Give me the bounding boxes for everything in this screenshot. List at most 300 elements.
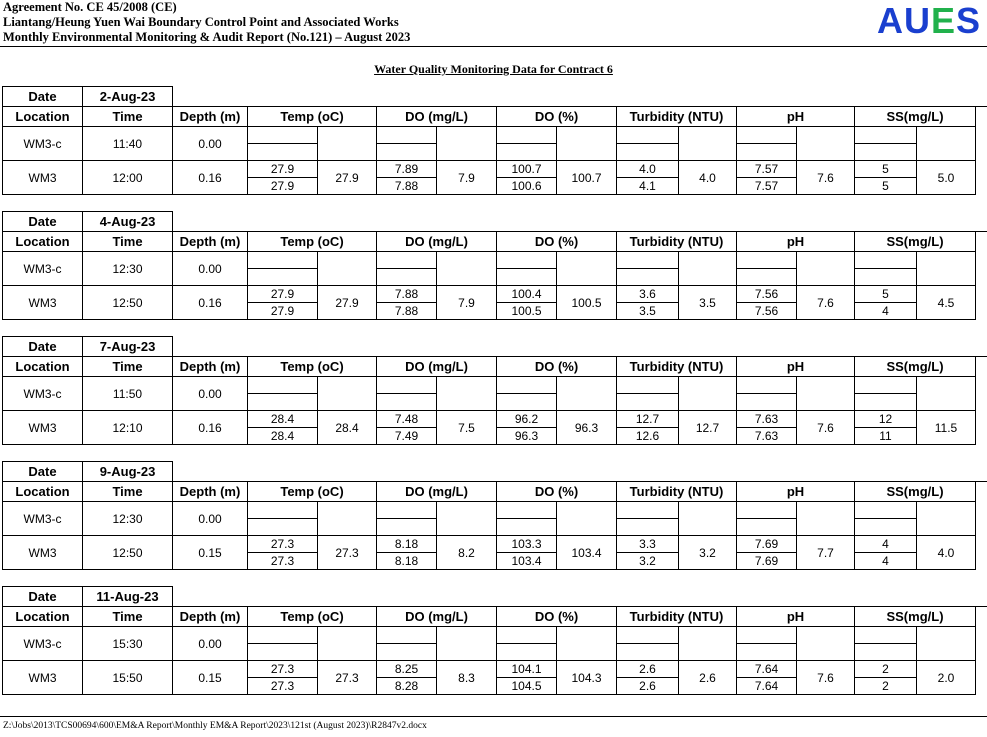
turb-ctrl-empty bbox=[617, 127, 679, 161]
col-ph: pH bbox=[737, 357, 855, 377]
col-temp: Temp (oC) bbox=[248, 482, 377, 502]
do_mgl-ctrl-empty bbox=[377, 252, 437, 286]
do_pct-average: 100.5 bbox=[557, 286, 617, 320]
col-ss: SS(mg/L) bbox=[855, 357, 976, 377]
temp-replicates bbox=[248, 536, 318, 570]
col-turbidity: Turbidity (NTU) bbox=[617, 357, 737, 377]
turb-replicates bbox=[617, 286, 679, 320]
ph-ctrl-avg-empty bbox=[797, 502, 855, 536]
do_mgl-average: 8.3 bbox=[437, 661, 497, 695]
header-row bbox=[3, 107, 987, 127]
do_mgl-replicates bbox=[377, 161, 437, 195]
table-row bbox=[3, 661, 987, 695]
turb-rep1: 3.3 bbox=[617, 536, 678, 553]
ss-ctrl-avg-empty bbox=[917, 627, 976, 661]
date-value: 2-Aug-23 bbox=[83, 87, 173, 107]
turb-replicates bbox=[617, 661, 679, 695]
date-row bbox=[3, 587, 987, 607]
do_mgl-ctrl-avg-empty bbox=[437, 377, 497, 411]
do_pct-replicates bbox=[497, 286, 557, 320]
date-value: 4-Aug-23 bbox=[83, 212, 173, 232]
do_pct-rep2: 96.3 bbox=[514, 429, 539, 443]
location-cell: WM3-c bbox=[3, 502, 83, 536]
col-temp: Temp (oC) bbox=[248, 232, 377, 252]
do_mgl-rep2: 8.28 bbox=[394, 679, 419, 693]
date-row bbox=[3, 462, 987, 482]
ss-ctrl-avg-empty bbox=[917, 377, 976, 411]
date-row bbox=[3, 337, 987, 357]
do_mgl-ctrl-empty bbox=[377, 502, 437, 536]
do_mgl-average: 7.5 bbox=[437, 411, 497, 445]
ss-rep1: 12 bbox=[855, 411, 916, 428]
do_pct-rep2: 103.4 bbox=[511, 554, 542, 568]
col-temp: Temp (oC) bbox=[248, 357, 377, 377]
depth-cell: 0.16 bbox=[173, 411, 248, 445]
col-depth: Depth (m) bbox=[173, 107, 248, 127]
ph-ctrl-avg-empty bbox=[797, 377, 855, 411]
time-cell: 11:50 bbox=[83, 377, 173, 411]
depth-cell: 0.16 bbox=[173, 161, 248, 195]
do_pct-average: 103.4 bbox=[557, 536, 617, 570]
ss-rep2: 4 bbox=[882, 304, 889, 318]
ph-ctrl-avg-empty bbox=[797, 127, 855, 161]
ss-replicates bbox=[855, 661, 917, 695]
temp-rep1: 28.4 bbox=[248, 411, 317, 428]
table-row bbox=[3, 627, 987, 661]
turb-ctrl-avg-empty bbox=[679, 627, 737, 661]
ss-average: 5.0 bbox=[917, 161, 976, 195]
col-location: Location bbox=[3, 482, 83, 502]
depth-cell: 0.00 bbox=[173, 377, 248, 411]
col-turbidity: Turbidity (NTU) bbox=[617, 232, 737, 252]
ss-average: 4.0 bbox=[917, 536, 976, 570]
col-temp: Temp (oC) bbox=[248, 107, 377, 127]
turb-ctrl-avg-empty bbox=[679, 252, 737, 286]
turb-average: 3.5 bbox=[679, 286, 737, 320]
ph-rep2: 7.69 bbox=[754, 554, 779, 568]
location-cell: WM3 bbox=[3, 536, 83, 570]
temp-replicates bbox=[248, 161, 318, 195]
ph-rep2: 7.56 bbox=[754, 304, 779, 318]
col-location: Location bbox=[3, 607, 83, 627]
turb-ctrl-empty bbox=[617, 252, 679, 286]
temp-rep2: 27.3 bbox=[270, 554, 295, 568]
turb-ctrl-avg-empty bbox=[679, 127, 737, 161]
col-do-pct: DO (%) bbox=[497, 232, 617, 252]
project-line: Liantang/Heung Yuen Wai Boundary Control Point and Associated Works bbox=[3, 15, 399, 29]
col-location: Location bbox=[3, 232, 83, 252]
date-value: 11-Aug-23 bbox=[83, 587, 173, 607]
col-depth: Depth (m) bbox=[173, 607, 248, 627]
do_pct-ctrl-empty bbox=[497, 377, 557, 411]
do_pct-replicates bbox=[497, 411, 557, 445]
date-label: Date bbox=[3, 587, 83, 607]
turb-rep1: 12.7 bbox=[617, 411, 678, 428]
monitoring-table bbox=[2, 211, 987, 320]
monitoring-table bbox=[2, 86, 987, 195]
ph-replicates bbox=[737, 536, 797, 570]
col-ss: SS(mg/L) bbox=[855, 232, 976, 252]
monitoring-block bbox=[2, 586, 984, 695]
temp-ctrl-avg-empty bbox=[318, 252, 377, 286]
location-cell: WM3-c bbox=[3, 127, 83, 161]
ss-rep2: 11 bbox=[879, 429, 892, 443]
date-label: Date bbox=[3, 87, 83, 107]
ph-ctrl-avg-empty bbox=[797, 627, 855, 661]
do_mgl-ctrl-empty bbox=[377, 127, 437, 161]
do_pct-rep1: 100.4 bbox=[497, 286, 556, 303]
report-line: Monthly Environmental Monitoring & Audit Report (No.121) – August 2023 bbox=[3, 30, 411, 44]
do_pct-ctrl-avg-empty bbox=[557, 377, 617, 411]
do_mgl-average: 7.9 bbox=[437, 161, 497, 195]
ss-replicates bbox=[855, 536, 917, 570]
time-cell: 11:40 bbox=[83, 127, 173, 161]
temp-ctrl-empty bbox=[248, 377, 318, 411]
do_pct-average: 104.3 bbox=[557, 661, 617, 695]
table-row bbox=[3, 411, 987, 445]
agreement-line: Agreement No. CE 45/2008 (CE) bbox=[3, 0, 177, 14]
turb-rep1: 3.6 bbox=[617, 286, 678, 303]
do_pct-ctrl-avg-empty bbox=[557, 127, 617, 161]
ph-rep1: 7.57 bbox=[737, 161, 796, 178]
turb-ctrl-empty bbox=[617, 627, 679, 661]
turb-average: 4.0 bbox=[679, 161, 737, 195]
do_mgl-rep2: 7.88 bbox=[394, 179, 419, 193]
ph-rep2: 7.63 bbox=[754, 429, 779, 443]
ss-ctrl-empty bbox=[855, 377, 917, 411]
ss-replicates bbox=[855, 161, 917, 195]
depth-cell: 0.00 bbox=[173, 502, 248, 536]
ph-rep1: 7.63 bbox=[737, 411, 796, 428]
temp-average: 27.3 bbox=[318, 661, 377, 695]
ss-rep1: 4 bbox=[855, 536, 916, 553]
col-location: Location bbox=[3, 107, 83, 127]
do_pct-ctrl-avg-empty bbox=[557, 627, 617, 661]
monitoring-table bbox=[2, 461, 987, 570]
ss-average: 4.5 bbox=[917, 286, 976, 320]
do_mgl-replicates bbox=[377, 286, 437, 320]
location-cell: WM3 bbox=[3, 411, 83, 445]
do_pct-ctrl-empty bbox=[497, 627, 557, 661]
col-do-pct: DO (%) bbox=[497, 482, 617, 502]
time-cell: 12:30 bbox=[83, 502, 173, 536]
col-do-mgl: DO (mg/L) bbox=[377, 232, 497, 252]
ph-ctrl-avg-empty bbox=[797, 252, 855, 286]
location-cell: WM3 bbox=[3, 161, 83, 195]
ph-ctrl-empty bbox=[737, 252, 797, 286]
temp-ctrl-avg-empty bbox=[318, 627, 377, 661]
turb-replicates bbox=[617, 161, 679, 195]
depth-cell: 0.00 bbox=[173, 252, 248, 286]
do_mgl-rep1: 7.88 bbox=[377, 286, 436, 303]
ss-ctrl-empty bbox=[855, 252, 917, 286]
ss-rep2: 2 bbox=[882, 679, 889, 693]
do_mgl-replicates bbox=[377, 536, 437, 570]
col-do-mgl: DO (mg/L) bbox=[377, 607, 497, 627]
col-temp: Temp (oC) bbox=[248, 607, 377, 627]
temp-average: 27.9 bbox=[318, 286, 377, 320]
do_pct-rep1: 104.1 bbox=[497, 661, 556, 678]
turb-rep2: 4.1 bbox=[639, 179, 656, 193]
do_pct-ctrl-avg-empty bbox=[557, 502, 617, 536]
ss-ctrl-avg-empty bbox=[917, 502, 976, 536]
ss-rep1: 5 bbox=[855, 161, 916, 178]
ss-rep1: 2 bbox=[855, 661, 916, 678]
date-value: 7-Aug-23 bbox=[83, 337, 173, 357]
header-row bbox=[3, 482, 987, 502]
ph-replicates bbox=[737, 161, 797, 195]
col-ss: SS(mg/L) bbox=[855, 607, 976, 627]
col-time: Time bbox=[83, 107, 173, 127]
turb-replicates bbox=[617, 411, 679, 445]
ss-rep2: 5 bbox=[882, 179, 889, 193]
do_mgl-rep2: 7.49 bbox=[394, 429, 419, 443]
do_mgl-replicates bbox=[377, 661, 437, 695]
temp-ctrl-empty bbox=[248, 127, 318, 161]
ph-ctrl-empty bbox=[737, 627, 797, 661]
ph-replicates bbox=[737, 661, 797, 695]
turb-rep2: 12.6 bbox=[635, 429, 660, 443]
ss-replicates bbox=[855, 411, 917, 445]
turb-average: 2.6 bbox=[679, 661, 737, 695]
ph-ctrl-empty bbox=[737, 377, 797, 411]
depth-cell: 0.00 bbox=[173, 627, 248, 661]
do_pct-rep2: 104.5 bbox=[511, 679, 542, 693]
page-title: Water Quality Monitoring Data for Contract 6 bbox=[374, 62, 613, 76]
ph-rep1: 7.69 bbox=[737, 536, 796, 553]
do_pct-rep1: 96.2 bbox=[497, 411, 556, 428]
depth-cell: 0.15 bbox=[173, 536, 248, 570]
time-cell: 15:30 bbox=[83, 627, 173, 661]
ph-rep2: 7.64 bbox=[754, 679, 779, 693]
temp-replicates bbox=[248, 661, 318, 695]
col-depth: Depth (m) bbox=[173, 232, 248, 252]
ss-ctrl-empty bbox=[855, 127, 917, 161]
temp-rep2: 28.4 bbox=[270, 429, 295, 443]
table-row bbox=[3, 161, 987, 195]
ph-replicates bbox=[737, 411, 797, 445]
ph-average: 7.6 bbox=[797, 661, 855, 695]
col-turbidity: Turbidity (NTU) bbox=[617, 107, 737, 127]
temp-replicates bbox=[248, 286, 318, 320]
col-time: Time bbox=[83, 482, 173, 502]
col-do-mgl: DO (mg/L) bbox=[377, 482, 497, 502]
do_pct-rep2: 100.6 bbox=[511, 179, 542, 193]
time-cell: 12:30 bbox=[83, 252, 173, 286]
depth-cell: 0.16 bbox=[173, 286, 248, 320]
table-row bbox=[3, 286, 987, 320]
do_mgl-ctrl-avg-empty bbox=[437, 502, 497, 536]
temp-replicates bbox=[248, 411, 318, 445]
location-cell: WM3-c bbox=[3, 377, 83, 411]
depth-cell: 0.15 bbox=[173, 661, 248, 695]
do_pct-ctrl-avg-empty bbox=[557, 252, 617, 286]
col-depth: Depth (m) bbox=[173, 357, 248, 377]
table-row bbox=[3, 502, 987, 536]
do_pct-ctrl-empty bbox=[497, 127, 557, 161]
temp-rep1: 27.3 bbox=[248, 661, 317, 678]
do_mgl-ctrl-avg-empty bbox=[437, 627, 497, 661]
monitoring-table bbox=[2, 336, 987, 445]
turb-ctrl-empty bbox=[617, 377, 679, 411]
turb-replicates bbox=[617, 536, 679, 570]
do_pct-rep2: 100.5 bbox=[511, 304, 542, 318]
ph-average: 7.7 bbox=[797, 536, 855, 570]
date-row bbox=[3, 87, 987, 107]
do_mgl-rep2: 8.18 bbox=[394, 554, 419, 568]
ss-rep2: 4 bbox=[882, 554, 889, 568]
do_pct-replicates bbox=[497, 661, 557, 695]
temp-ctrl-avg-empty bbox=[318, 127, 377, 161]
do_mgl-replicates bbox=[377, 411, 437, 445]
table-row bbox=[3, 536, 987, 570]
temp-rep2: 27.9 bbox=[270, 179, 295, 193]
do_pct-rep1: 103.3 bbox=[497, 536, 556, 553]
ss-average: 2.0 bbox=[917, 661, 976, 695]
header-divider bbox=[0, 46, 987, 47]
ss-ctrl-avg-empty bbox=[917, 127, 976, 161]
temp-ctrl-avg-empty bbox=[318, 502, 377, 536]
turb-rep2: 3.2 bbox=[639, 554, 656, 568]
turb-rep2: 2.6 bbox=[639, 679, 656, 693]
do_pct-replicates bbox=[497, 536, 557, 570]
aues-logo: AUES bbox=[876, 0, 981, 41]
temp-ctrl-avg-empty bbox=[318, 377, 377, 411]
location-cell: WM3-c bbox=[3, 252, 83, 286]
do_pct-ctrl-empty bbox=[497, 252, 557, 286]
temp-ctrl-empty bbox=[248, 627, 318, 661]
do_pct-rep1: 100.7 bbox=[497, 161, 556, 178]
do_mgl-rep1: 8.25 bbox=[377, 661, 436, 678]
col-depth: Depth (m) bbox=[173, 482, 248, 502]
ss-average: 11.5 bbox=[917, 411, 976, 445]
time-cell: 12:50 bbox=[83, 536, 173, 570]
monitoring-block bbox=[2, 461, 984, 570]
do_pct-replicates bbox=[497, 161, 557, 195]
ph-rep1: 7.64 bbox=[737, 661, 796, 678]
ss-replicates bbox=[855, 286, 917, 320]
temp-ctrl-empty bbox=[248, 502, 318, 536]
date-label: Date bbox=[3, 212, 83, 232]
temp-ctrl-empty bbox=[248, 252, 318, 286]
footer-divider bbox=[0, 716, 987, 717]
temp-rep2: 27.3 bbox=[270, 679, 295, 693]
date-label: Date bbox=[3, 337, 83, 357]
do_mgl-rep2: 7.88 bbox=[394, 304, 419, 318]
temp-rep1: 27.3 bbox=[248, 536, 317, 553]
ph-average: 7.6 bbox=[797, 411, 855, 445]
location-cell: WM3-c bbox=[3, 627, 83, 661]
ph-rep1: 7.56 bbox=[737, 286, 796, 303]
monitoring-table bbox=[2, 586, 987, 695]
do_mgl-average: 8.2 bbox=[437, 536, 497, 570]
depth-cell: 0.00 bbox=[173, 127, 248, 161]
col-do-mgl: DO (mg/L) bbox=[377, 107, 497, 127]
time-cell: 12:10 bbox=[83, 411, 173, 445]
turb-rep2: 3.5 bbox=[639, 304, 656, 318]
ph-ctrl-empty bbox=[737, 127, 797, 161]
do_mgl-rep1: 7.89 bbox=[377, 161, 436, 178]
time-cell: 15:50 bbox=[83, 661, 173, 695]
monitoring-block bbox=[2, 86, 984, 195]
header-row bbox=[3, 357, 987, 377]
date-value: 9-Aug-23 bbox=[83, 462, 173, 482]
table-row bbox=[3, 252, 987, 286]
turb-average: 12.7 bbox=[679, 411, 737, 445]
ph-ctrl-empty bbox=[737, 502, 797, 536]
col-location: Location bbox=[3, 357, 83, 377]
monitoring-block bbox=[2, 336, 984, 445]
temp-average: 27.3 bbox=[318, 536, 377, 570]
temp-rep2: 27.9 bbox=[270, 304, 295, 318]
col-do-mgl: DO (mg/L) bbox=[377, 357, 497, 377]
col-ss: SS(mg/L) bbox=[855, 482, 976, 502]
col-ph: pH bbox=[737, 607, 855, 627]
ss-rep1: 5 bbox=[855, 286, 916, 303]
col-time: Time bbox=[83, 232, 173, 252]
ss-ctrl-avg-empty bbox=[917, 252, 976, 286]
date-label: Date bbox=[3, 462, 83, 482]
col-do-pct: DO (%) bbox=[497, 107, 617, 127]
turb-rep1: 2.6 bbox=[617, 661, 678, 678]
ph-average: 7.6 bbox=[797, 161, 855, 195]
do_pct-ctrl-empty bbox=[497, 502, 557, 536]
turb-ctrl-avg-empty bbox=[679, 502, 737, 536]
temp-rep1: 27.9 bbox=[248, 161, 317, 178]
col-do-pct: DO (%) bbox=[497, 357, 617, 377]
turb-ctrl-avg-empty bbox=[679, 377, 737, 411]
col-time: Time bbox=[83, 357, 173, 377]
do_mgl-ctrl-avg-empty bbox=[437, 127, 497, 161]
time-cell: 12:00 bbox=[83, 161, 173, 195]
file-path-footer: Z:\Jobs\2013\TCS00694\600\EM&A Report\Monthly EM&A Report\2023\121st (August 2023)\R2847v2.docx bbox=[3, 721, 427, 731]
monitoring-block bbox=[2, 211, 984, 320]
time-cell: 12:50 bbox=[83, 286, 173, 320]
do_mgl-ctrl-empty bbox=[377, 627, 437, 661]
do_mgl-ctrl-avg-empty bbox=[437, 252, 497, 286]
turb-ctrl-empty bbox=[617, 502, 679, 536]
table-row bbox=[3, 127, 987, 161]
temp-average: 28.4 bbox=[318, 411, 377, 445]
ss-ctrl-empty bbox=[855, 502, 917, 536]
header-row bbox=[3, 607, 987, 627]
temp-rep1: 27.9 bbox=[248, 286, 317, 303]
date-row bbox=[3, 212, 987, 232]
do_mgl-ctrl-empty bbox=[377, 377, 437, 411]
do_pct-average: 100.7 bbox=[557, 161, 617, 195]
document-header bbox=[3, 0, 410, 45]
col-do-pct: DO (%) bbox=[497, 607, 617, 627]
col-turbidity: Turbidity (NTU) bbox=[617, 482, 737, 502]
col-ph: pH bbox=[737, 232, 855, 252]
col-time: Time bbox=[83, 607, 173, 627]
do_pct-average: 96.3 bbox=[557, 411, 617, 445]
location-cell: WM3 bbox=[3, 286, 83, 320]
col-turbidity: Turbidity (NTU) bbox=[617, 607, 737, 627]
ss-ctrl-empty bbox=[855, 627, 917, 661]
turb-average: 3.2 bbox=[679, 536, 737, 570]
turb-rep1: 4.0 bbox=[617, 161, 678, 178]
col-ss: SS(mg/L) bbox=[855, 107, 976, 127]
do_mgl-rep1: 8.18 bbox=[377, 536, 436, 553]
ph-replicates bbox=[737, 286, 797, 320]
col-ph: pH bbox=[737, 107, 855, 127]
header-row bbox=[3, 232, 987, 252]
location-cell: WM3 bbox=[3, 661, 83, 695]
do_mgl-average: 7.9 bbox=[437, 286, 497, 320]
temp-average: 27.9 bbox=[318, 161, 377, 195]
ph-average: 7.6 bbox=[797, 286, 855, 320]
